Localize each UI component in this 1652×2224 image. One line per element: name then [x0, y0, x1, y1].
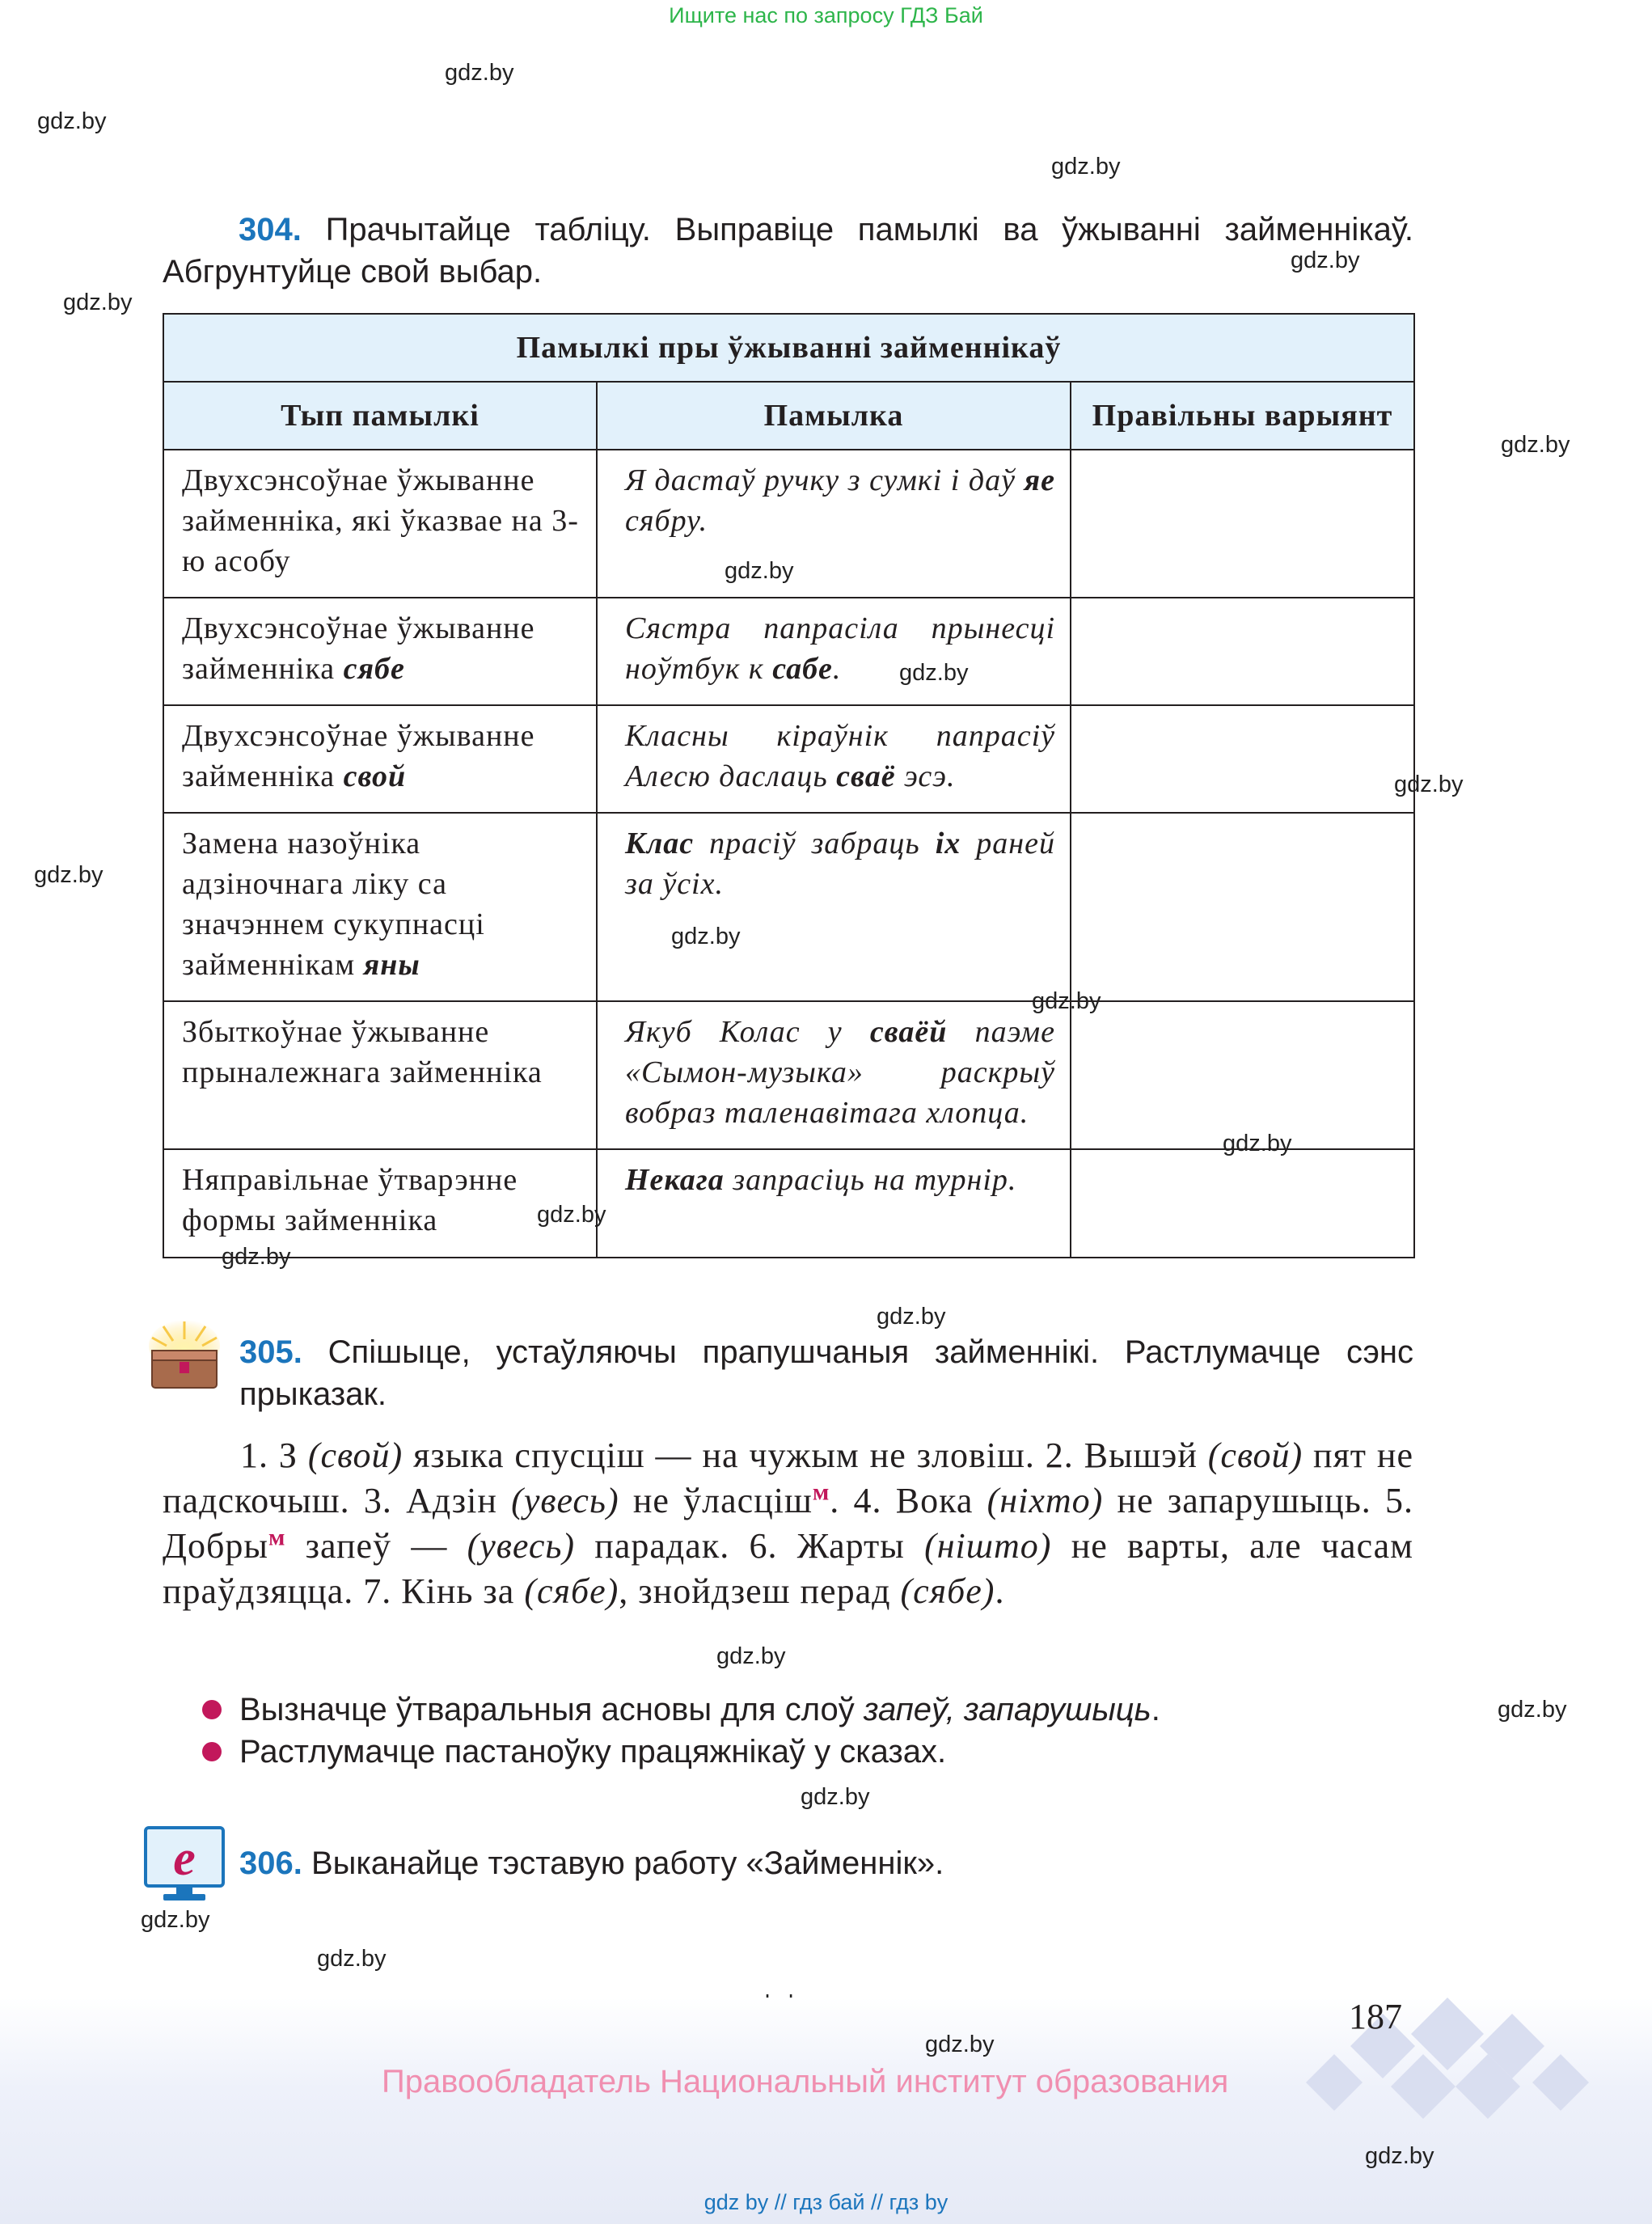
- correct-variant-cell[interactable]: [1071, 450, 1414, 598]
- column-header: Памылка: [597, 382, 1071, 450]
- copyright-note: Правообладатель Национальный институт образования: [382, 2064, 1229, 2099]
- watermark: gdz.by: [141, 1907, 210, 1933]
- gap-word: (увесь): [467, 1526, 576, 1566]
- column-header: Правільны варыянт: [1071, 382, 1414, 450]
- watermark: gdz.by: [899, 660, 969, 686]
- task-item: Растлумачце пастаноўку працяжнікаў у сказах.: [239, 1734, 947, 1769]
- error-type-cell: Двухсэнсоўнае ўжыванне займенніка, які ўказвае на 3-ю асобу: [163, 450, 597, 598]
- table-row: [163, 1001, 1414, 1149]
- error-example-cell: Класны кіраўнік папрасіў Алесю даслаць сваё эсэ.: [597, 705, 1071, 813]
- error-type-cell: Двухсэнсоўнае ўжыванне займенніка свой: [163, 705, 597, 813]
- error-example-cell: Клас прасіў забраць іх раней за ўсіх.: [597, 813, 1071, 1001]
- watermark: gdz.by: [1291, 247, 1360, 273]
- watermark: gdz.by: [1498, 1697, 1567, 1723]
- exercise-number: 304.: [239, 212, 302, 247]
- exercise-number: 306.: [239, 1846, 302, 1881]
- exercise-306: [239, 1842, 944, 1884]
- electronic-resource-icon[interactable]: [144, 1826, 225, 1902]
- table-row: [163, 598, 1414, 705]
- column-header: Тып памылкі: [163, 382, 597, 450]
- exercise-instruction: Спішыце, устаўляючы прапушчаныя займеннікі. Растлумачце сэнс прыказак.: [239, 1334, 1413, 1412]
- error-example-cell: Некага запрасіць на турнір.: [597, 1149, 1071, 1258]
- gap-word: (сябе): [900, 1571, 995, 1611]
- table-caption: Памылкі пры ўжыванні займеннікаў: [163, 314, 1414, 382]
- watermark: gdz.by: [317, 1946, 387, 1972]
- bullet-icon: [202, 1700, 222, 1719]
- morpheme-marker: м: [812, 1478, 830, 1506]
- watermark: gdz.by: [725, 558, 794, 584]
- watermark: gdz.by: [1051, 154, 1121, 180]
- exercise-number: 305.: [239, 1334, 302, 1370]
- svg-text:e: e: [173, 1831, 196, 1886]
- gap-word: (сябе): [524, 1571, 619, 1611]
- bottom-links[interactable]: gdz by // гдз бай // гдз by: [703, 2190, 949, 2214]
- gap-word: (свой): [307, 1435, 403, 1475]
- gap-word: (увесь): [511, 1481, 619, 1520]
- watermark: gdz.by: [1394, 772, 1464, 797]
- watermark: gdz.by: [877, 1304, 946, 1330]
- proverbs-text: 1. З (свой) языка спусціш — на чужым не зловіш. 2. Вышэй (свой) пят не падскочыш. 3. Адзін (увесь) не ўласціш$^м$. 4. Вока (ніхто) не запарушыць. 5. Добры$^м$ запеў — (увесь) парадак. 6. Жарты (нішто) не варты, але часам праўдзяцца. 7. Кінь за (сябе), знойдзеш перад (сябе).: [163, 1435, 1414, 1611]
- table-row: [163, 450, 1414, 598]
- errors-table: [163, 313, 1415, 1258]
- page-number: 187: [1349, 1997, 1402, 2036]
- gap-word: (нішто): [924, 1526, 1052, 1566]
- watermark: gdz.by: [537, 1202, 606, 1228]
- error-example-cell: Я дастаў ручку з сумкі і даў яе сябру.: [597, 450, 1071, 598]
- table-row: [163, 813, 1414, 1001]
- error-type-cell: Няправільнае ўтварэнне формы займенніка: [163, 1149, 597, 1258]
- watermark: gdz.by: [1501, 432, 1570, 458]
- error-type-cell: Двухсэнсоўнае ўжыванне займенніка сябе: [163, 598, 597, 705]
- gap-word: (ніхто): [987, 1481, 1104, 1520]
- watermark: gdz.by: [63, 290, 133, 315]
- table-row: [163, 705, 1414, 813]
- correct-variant-cell[interactable]: [1071, 1001, 1414, 1149]
- correct-variant-cell[interactable]: [1071, 598, 1414, 705]
- watermark: gdz.by: [1365, 2143, 1434, 2169]
- bullet-icon: [202, 1742, 222, 1761]
- morpheme-marker: м: [268, 1524, 286, 1551]
- top-banner[interactable]: Ищите нас по запросу ГДЗ Бай: [669, 3, 983, 27]
- exercise-304: [163, 209, 1413, 293]
- correct-variant-cell[interactable]: [1071, 1149, 1414, 1258]
- task-item: Вызначце ўтваральныя асновы для слоў запеў, запарушыць.: [239, 1692, 1160, 1727]
- watermark: gdz.by: [37, 108, 107, 134]
- correct-variant-cell[interactable]: [1071, 705, 1414, 813]
- watermark: gdz.by: [716, 1643, 786, 1669]
- watermark: gdz.by: [671, 924, 741, 949]
- treasure-chest-icon: [146, 1318, 223, 1391]
- error-type-cell: Замена назоўніка адзіночнага ліку са значэннем сукупнасці займеннікам яны: [163, 813, 597, 1001]
- error-type-cell: Збыткоўнае ўжыванне прыналежнага займенніка: [163, 1001, 597, 1149]
- error-example-cell: Якуб Колас у сваёй паэме «Сымон-музыка» раскрыў вобраз таленавітага хлопца.: [597, 1001, 1071, 1149]
- decorative-diamond-pattern: [1286, 1998, 1625, 2127]
- watermark: gdz.by: [1032, 988, 1101, 1014]
- exercise-instruction: Выканайце тэставую работу «Займеннік».: [311, 1846, 944, 1881]
- table-row: [163, 1149, 1414, 1258]
- watermark: gdz.by: [445, 60, 514, 86]
- watermark: gdz.by: [34, 862, 104, 888]
- exercise-305: [239, 1331, 1413, 1415]
- exercise-instruction: Прачытайце табліцу. Выправіце памылкі ва ўжыванні займеннікаў. Абгрунтуйце свой выбар.: [163, 212, 1413, 290]
- watermark: gdz.by: [801, 1784, 870, 1810]
- gap-word: (свой): [1207, 1435, 1303, 1475]
- watermark: gdz.by: [925, 2032, 995, 2057]
- error-example-cell: Сястра папрасіла прынесці ноўтбук к сабе.: [597, 598, 1071, 705]
- watermark: gdz.by: [1223, 1131, 1292, 1156]
- watermark: gdz.by: [222, 1244, 291, 1270]
- correct-variant-cell[interactable]: [1071, 813, 1414, 1001]
